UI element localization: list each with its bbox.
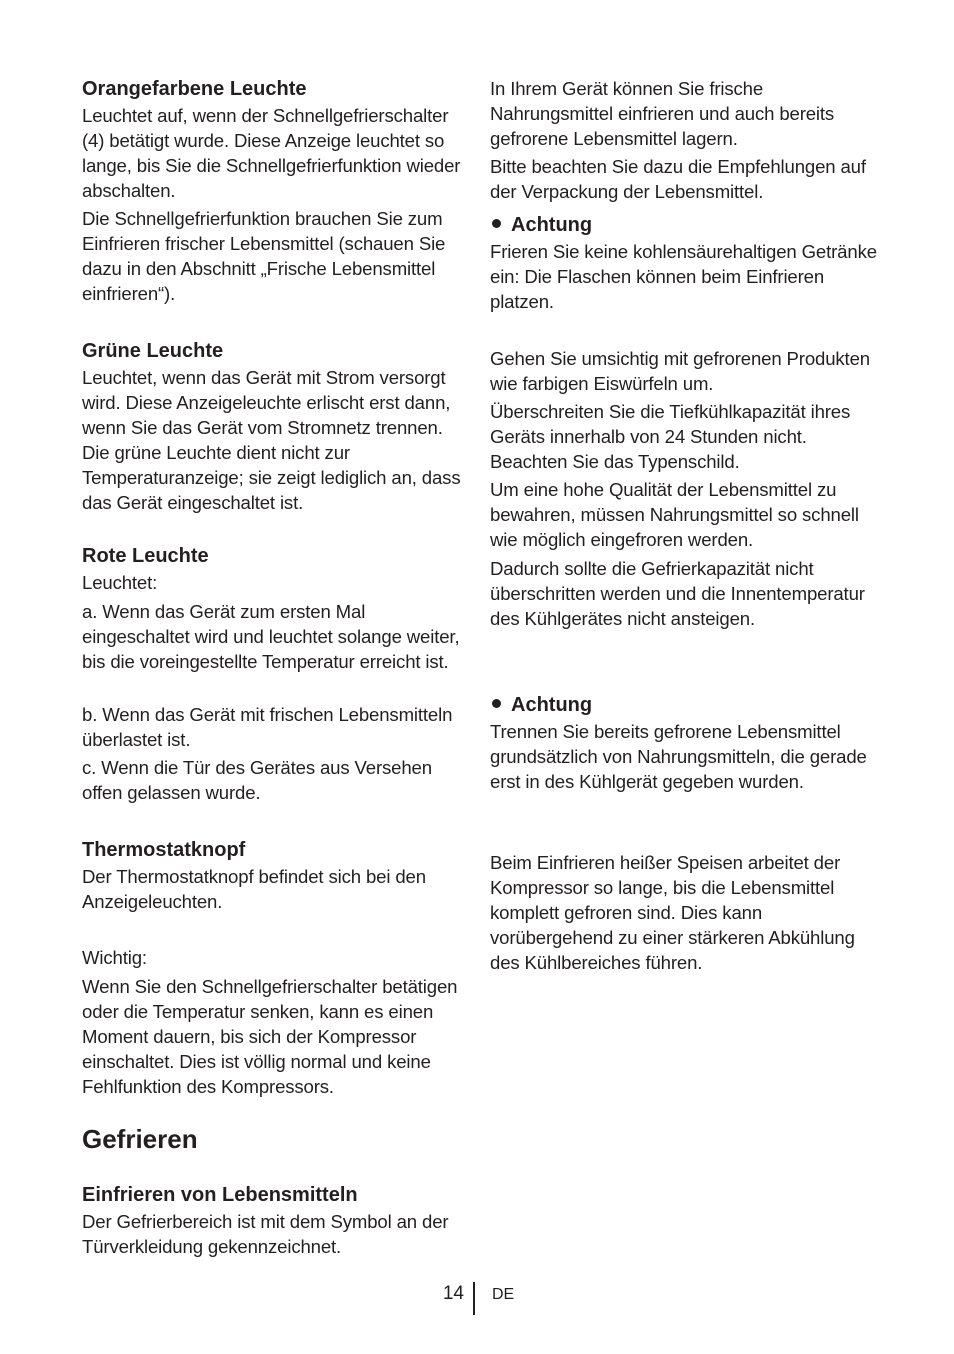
important-label: Wichtig: [82, 947, 147, 968]
freezing-section-title: Gefrieren [82, 1124, 198, 1154]
language-code: DE [492, 1286, 515, 1303]
freezing-food-text: Der Gefrierbereich ist mit dem Symbol an der Türverkleidung gekennzeichnet. [82, 1211, 449, 1257]
red-light-item-c: c. Wenn die Tür des Gerätes aus Versehen offen gelassen wurde. [82, 757, 432, 803]
quality-text: Um eine hohe Qualität der Lebensmittel zu bewahren, müssen Nahrungsmittel so schnell wie möglich eingefroren werden. [490, 479, 859, 550]
orange-light-text-2: Die Schnellgefrierfunktion brauchen Sie zum Einfrieren frischer Lebensmittel (schauen Sie dazu in den Abschnitt „Frische Lebensmittel einfrieren“). [82, 208, 446, 304]
freezing-food-heading: Einfrieren von Lebensmitteln [82, 1184, 358, 1206]
thermostat-text: Der Thermostatknopf befindet sich bei den Anzeigeleuchten. [82, 866, 426, 912]
red-light-heading: Rote Leuchte [82, 545, 209, 567]
caution-label-1: Achtung [511, 214, 593, 236]
caution-label-2: Achtung [511, 694, 593, 716]
red-light-intro: Leuchtet: [82, 572, 158, 593]
intro-text-2: Bitte beachten Sie dazu die Empfehlungen auf der Verpackung der Lebensmittel. [490, 156, 866, 202]
green-light-text: Leuchtet, wenn das Gerät mit Strom versorgt wird. Diese Anzeigeleuchte erlischt erst dann, wenn Sie das Gerät vom Stromnetz trennen. Die grüne Leuchte dient nicht zur Temperaturanzeige; sie zeigt lediglich an, dass das Gerät eingeschaltet ist. [82, 367, 461, 513]
footer-divider [473, 1282, 475, 1315]
caution-heading-1 [490, 213, 880, 238]
handling-text: Gehen Sie umsichtig mit gefrorenen Produkten wie farbigen Eiswürfeln um. [490, 348, 870, 394]
red-light-item-b: b. Wenn das Gerät mit frischen Lebensmitteln überlastet ist. [82, 704, 453, 750]
orange-light-text-1: Leuchtet auf, wenn der Schnellgefrierschalter (4) betätigt wurde. Diese Anzeige leuchtet so lange, bis Sie die Schnellgefrierfunktion wieder abschalten. [82, 105, 461, 201]
bullet-icon [492, 699, 501, 708]
green-light-heading: Grüne Leuchte [82, 340, 224, 362]
thermostat-heading: Thermostatknopf [82, 839, 246, 861]
page-number: 14 [442, 1283, 464, 1304]
capacity-limit-text: Dadurch sollte die Gefrierkapazität nicht überschritten werden und die Innentemperatur des Kühlgerätes nicht ansteigen. [490, 558, 865, 629]
capacity-text: Überschreiten Sie die Tiefkühlkapazität ihres Geräts innerhalb von 24 Stunden nicht. Beachten Sie das Typenschild. [490, 401, 851, 472]
orange-light-heading: Orangefarbene Leuchte [82, 78, 307, 100]
intro-text-1: In Ihrem Gerät können Sie frische Nahrungsmittel einfrieren und auch bereits gefrorene Lebensmittel lagern. [490, 78, 835, 149]
caution-text-1: Frieren Sie keine kohlensäurehaltigen Getränke ein: Die Flaschen können beim Einfrieren platzen. [490, 241, 877, 312]
caution-text-2: Trennen Sie bereits gefrorene Lebensmittel grundsätzlich von Nahrungsmitteln, die gerade erst in des Kühlgerät gegeben wurden. [490, 721, 867, 792]
important-text: Wenn Sie den Schnellgefrierschalter betätigen oder die Temperatur senken, kann es einen Moment dauern, bis sich der Kompressor einschaltet. Dies ist völlig normal und keine Fehlfunktion des Kompressors. [82, 976, 458, 1097]
red-light-item-a: a. Wenn das Gerät zum ersten Mal eingeschaltet wird und leuchtet solange weiter, bis die voreingestellte Temperatur erreicht ist. [82, 601, 460, 672]
compressor-text: Beim Einfrieren heißer Speisen arbeitet der Kompressor so lange, bis die Lebensmittel komplett gefroren sind. Dies kann vorübergehend zu einer stärkeren Abkühlung des Kühlbereiches führen. [490, 852, 855, 973]
caution-heading-2 [490, 693, 880, 718]
bullet-icon [492, 219, 501, 228]
